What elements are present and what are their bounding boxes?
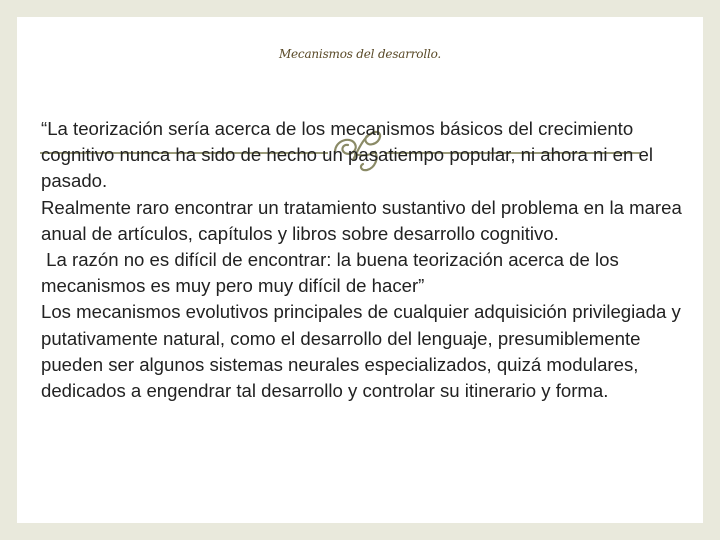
paragraph-reason: La razón no es difícil de encontrar: la buena teorización acerca de los mecanismos es muy pero muy difícil de hacer”	[41, 249, 624, 297]
slide-title: Mecanismos del desarrollo.	[278, 47, 442, 61]
paragraph-rare-treatment: Realmente raro encontrar un tratamiento sustantivo del problema en la marea anual de artículos, capítulos y libros sobre desarrollo cognitivo.	[41, 196, 682, 244]
paragraph-quote: “La teorización sería acerca de los mecanismos básicos del crecimiento cognitivo nunca ha sido de hecho un pasatiempo popular, ni ahora ni en el pasado.	[41, 118, 653, 192]
paragraph-mechanisms: Los mecanismos evolutivos principales de cualquier adquisición privilegiada y putativamente natural, como el desarrollo del lenguaje, presumiblemente pueden ser algunos sistemas neurales especializados, quizá modulares, dedicados a engendrar tal desarrollo y controlar su itinerario y forma.	[41, 301, 681, 402]
slide-body	[41, 116, 691, 404]
